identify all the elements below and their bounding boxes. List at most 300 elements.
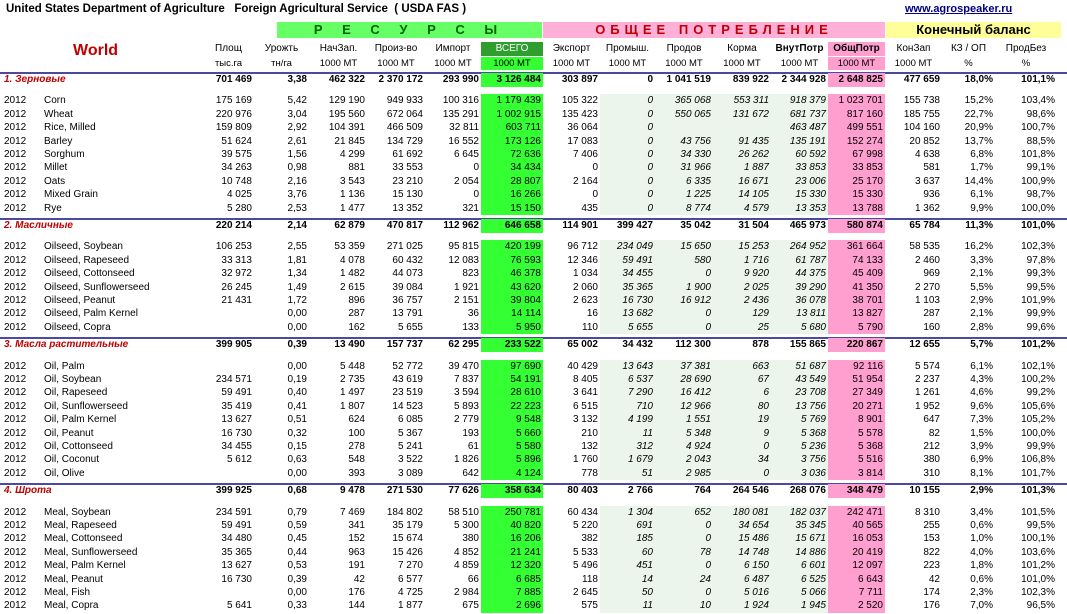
cell-total-consumption: 16 053	[828, 532, 885, 546]
cell-total: 5 950	[481, 321, 543, 335]
cell-total-consumption: 27 349	[828, 386, 885, 400]
cell-import: 5 300	[453, 520, 479, 531]
cell-end-stocks: 8 310	[914, 506, 940, 518]
row-year: 2012	[4, 400, 27, 412]
resources-band: Р Е С У Р С Ы	[277, 22, 542, 38]
cell-industrial: 11	[600, 427, 655, 441]
cell-production: 44 073	[392, 268, 423, 280]
cell-food: 764	[694, 485, 711, 497]
cell-production: 39 084	[392, 281, 423, 293]
cell-begin-stocks: 462 322	[328, 74, 365, 85]
cell-total: 9 548	[481, 413, 543, 427]
cell-begin-stocks: 881	[348, 162, 365, 174]
row-commodity: Meal, Copra	[44, 600, 99, 612]
cell-export: 3 132	[572, 414, 598, 426]
cell-self-sufficiency: 98,6%	[1026, 108, 1055, 120]
cell-total-consumption: 20 271	[828, 400, 885, 414]
cell-production: 134 729	[386, 135, 423, 147]
cell-yield: 0,32	[287, 427, 307, 439]
cell-export: 210	[581, 427, 598, 439]
cell-self-sufficiency: 102,3%	[1021, 241, 1055, 253]
cell-food: 0	[655, 321, 713, 335]
cell-area: 21 431	[221, 295, 252, 306]
cell-import: 32 811	[449, 122, 479, 134]
cell-import: 0	[473, 162, 479, 174]
cell-feed: 9 920	[713, 267, 771, 281]
cell-feed: 1 924	[713, 599, 771, 613]
cell-import: 193	[462, 427, 479, 439]
cell-export: 7 406	[572, 149, 598, 160]
cell-feed: 264 546	[732, 485, 769, 497]
cell-end-stocks: 581	[923, 162, 940, 174]
cell-domestic: 681 737	[771, 108, 828, 122]
cell-self-sufficiency: 105,6%	[1021, 400, 1055, 412]
cell-import: 61	[467, 441, 479, 452]
cell-food: 8 774	[655, 202, 713, 216]
cell-industrial: 691	[600, 519, 655, 533]
cell-begin-stocks: 53 359	[334, 241, 365, 253]
cell-domestic: 918 379	[771, 94, 828, 108]
table-row	[0, 532, 1067, 546]
cell-stocks-ratio: 2,3%	[970, 587, 993, 598]
cell-total: 12 320	[481, 559, 543, 573]
cell-stocks-ratio: 1,7%	[970, 162, 993, 174]
cell-industrial: 0	[600, 161, 655, 175]
row-year: 2012	[4, 546, 27, 558]
cell-production: 61 692	[392, 149, 423, 160]
cell-yield: 0,98	[287, 162, 307, 174]
cell-feed: 91 435	[713, 135, 771, 149]
table-row	[0, 267, 1067, 281]
table-row	[0, 148, 1067, 162]
table-row	[0, 188, 1067, 202]
col-header-export: Экспорт	[552, 43, 591, 54]
cell-feed: 1 887	[713, 161, 771, 175]
cell-stocks-ratio: 2,8%	[970, 321, 993, 333]
cell-export: 12 346	[567, 254, 598, 266]
cell-production: 271 530	[386, 485, 423, 497]
site-link[interactable]: www.agrospeaker.ru	[905, 3, 1013, 15]
cell-feed: 6 487	[713, 573, 771, 587]
col-header-area: Площ	[215, 43, 242, 54]
cell-domestic: 264 952	[771, 240, 828, 254]
cell-production: 466 509	[386, 122, 423, 134]
row-year: 2012	[4, 175, 27, 187]
cell-area: 33 313	[221, 254, 252, 266]
cell-yield: 2,92	[287, 122, 307, 134]
cell-total-consumption: 1 023 701	[828, 94, 885, 108]
cell-yield: 5,42	[287, 95, 307, 107]
cell-begin-stocks: 5 448	[339, 360, 365, 372]
cell-domestic: 36 078	[771, 294, 828, 308]
cell-export: 118	[582, 573, 598, 585]
col-header-import: Импорт	[435, 43, 471, 54]
cell-industrial: 0	[647, 74, 653, 85]
cell-yield: 0,45	[287, 533, 307, 545]
cell-yield: 1,49	[287, 281, 307, 293]
cell-export: 40 429	[567, 360, 598, 372]
cell-total-consumption: 5 790	[828, 321, 885, 335]
cell-total: 72 636	[481, 148, 543, 162]
cell-food: 12 966	[655, 400, 713, 414]
cell-total-consumption: 74 133	[828, 254, 885, 268]
cell-industrial: 59 491	[600, 254, 655, 268]
cell-area: 399 905	[215, 339, 252, 351]
cell-self-sufficiency: 100,2%	[1021, 374, 1055, 385]
cell-area: 35 365	[221, 546, 252, 558]
cell-import: 135 291	[442, 108, 479, 120]
cell-export: 382	[581, 533, 598, 545]
cell-import: 5 893	[453, 400, 479, 412]
cell-domestic: 61 787	[771, 254, 828, 268]
col-header-stocks-ratio: КЗ / ОП	[950, 43, 987, 54]
cell-import: 6 645	[453, 149, 479, 160]
cell-self-sufficiency: 99,9%	[1026, 441, 1055, 452]
cell-area: 234 591	[215, 506, 252, 518]
cell-export: 135 423	[561, 108, 598, 120]
cell-production: 5 655	[397, 321, 423, 333]
cell-total: 15 150	[481, 202, 543, 216]
row-commodity: Oilseed, Sunflowerseed	[44, 281, 150, 293]
table-row	[0, 413, 1067, 427]
cell-yield: 0,15	[287, 441, 307, 452]
col-unit-stocks-ratio: %	[964, 58, 973, 69]
cell-self-sufficiency: 99,5%	[1026, 520, 1055, 531]
cell-stocks-ratio: 0,6%	[970, 573, 993, 585]
cell-total: 54 191	[481, 373, 543, 387]
cell-stocks-ratio: 13,7%	[964, 135, 993, 147]
col-header-domestic: ВнутПотр	[775, 43, 824, 54]
table-row	[0, 240, 1067, 254]
cell-food: 15 650	[655, 240, 713, 254]
cell-domestic: 5 236	[771, 440, 828, 454]
cell-end-stocks: 65 784	[909, 220, 940, 231]
cell-end-stocks: 1 103	[914, 295, 940, 306]
cell-yield: 0,39	[287, 573, 307, 585]
cell-begin-stocks: 7 469	[339, 506, 365, 518]
cell-yield: 0,53	[287, 560, 307, 572]
cell-area: 16 730	[221, 427, 252, 439]
cell-begin-stocks: 624	[348, 414, 365, 426]
cell-yield: 0,59	[287, 520, 307, 531]
cell-feed: 129	[713, 307, 771, 321]
cell-feed: 25	[713, 321, 771, 335]
cell-import: 39 470	[448, 360, 479, 372]
cell-feed: 34 654	[713, 519, 771, 533]
cell-production: 5 241	[397, 441, 423, 452]
cell-food: 580	[655, 254, 713, 268]
cell-import: 12 083	[448, 254, 479, 266]
table-row	[0, 175, 1067, 189]
cell-end-stocks: 58 535	[909, 241, 940, 253]
row-commodity: Rye	[44, 202, 62, 214]
cell-yield: 2,55	[287, 241, 307, 253]
table-row	[0, 202, 1067, 216]
cell-total: 6 685	[481, 573, 543, 587]
cell-import: 2 984	[453, 587, 479, 598]
cell-domestic: 13 811	[771, 307, 828, 321]
cell-total: 43 620	[481, 281, 543, 295]
row-year: 2012	[4, 162, 27, 174]
cell-area: 51 624	[221, 135, 252, 147]
cell-total-consumption: 15 330	[828, 188, 885, 202]
cell-food: 2 985	[655, 467, 713, 481]
cell-production: 13 352	[392, 202, 423, 214]
cell-export: 575	[581, 600, 598, 612]
cell-yield: 2,53	[287, 202, 307, 214]
cell-total: 5 660	[481, 427, 543, 441]
cell-domestic: 155 865	[789, 339, 826, 351]
cell-area: 5 641	[226, 600, 252, 612]
col-unit-area: тыс.га	[214, 58, 243, 69]
cell-area: 13 627	[221, 414, 252, 426]
cell-stocks-ratio: 6,8%	[970, 149, 993, 160]
cell-stocks-ratio: 15,2%	[964, 95, 993, 107]
cell-begin-stocks: 4 078	[339, 254, 365, 266]
cell-feed: 14 105	[713, 188, 771, 202]
cell-food: 2 043	[655, 453, 713, 467]
cell-begin-stocks: 1 136	[339, 189, 365, 201]
cell-feed: 839 922	[732, 74, 769, 85]
cell-end-stocks: 2 270	[914, 281, 940, 293]
cell-begin-stocks: 341	[348, 520, 365, 531]
table-row	[0, 440, 1067, 454]
cell-export: 5 496	[572, 560, 598, 572]
cell-domestic: 6 525	[771, 573, 828, 587]
cell-total-consumption: 92 116	[828, 360, 885, 374]
cell-end-stocks: 969	[923, 268, 940, 280]
cell-total: 16 206	[481, 532, 543, 546]
cell-industrial: 14	[600, 573, 655, 587]
cell-feed: 34	[713, 453, 771, 467]
cell-feed: 14 748	[713, 546, 771, 560]
cell-export: 8 405	[572, 374, 598, 385]
section-name: 3. Масла растительные	[4, 339, 129, 351]
col-header-total-consumption: ОбщПотр	[828, 42, 885, 56]
cell-stocks-ratio: 22,7%	[964, 108, 993, 120]
table-row	[0, 546, 1067, 560]
cell-domestic: 44 375	[771, 267, 828, 281]
row-commodity: Oilseed, Rapeseed	[44, 254, 130, 266]
cell-area	[203, 586, 254, 600]
cell-export: 110	[582, 321, 598, 333]
cell-production: 13 791	[392, 308, 423, 320]
row-commodity: Meal, Rapeseed	[44, 520, 117, 531]
cell-industrial: 1 304	[600, 506, 655, 520]
cell-stocks-ratio: 2,9%	[970, 295, 993, 306]
cell-yield: 2,16	[287, 175, 307, 187]
cell-total: 76 593	[481, 254, 543, 268]
cell-area: 16 730	[221, 573, 252, 585]
cell-self-sufficiency: 99,5%	[1026, 281, 1055, 293]
cell-area: 32 972	[221, 268, 252, 280]
cell-yield: 1,81	[287, 254, 307, 266]
cell-food: 0	[655, 307, 713, 321]
cell-food: 10	[655, 599, 713, 613]
cell-total-consumption: 2 520	[828, 599, 885, 613]
cell-end-stocks: 212	[923, 441, 940, 452]
table-row	[0, 281, 1067, 295]
cell-stocks-ratio: 1,0%	[970, 533, 993, 545]
cell-import: 675	[462, 600, 479, 612]
row-commodity: Meal, Cottonseed	[44, 533, 123, 545]
cell-area	[203, 467, 254, 481]
row-commodity: Meal, Sunflowerseed	[44, 546, 138, 558]
cell-export: 0	[592, 162, 598, 174]
row-year: 2012	[4, 454, 27, 466]
cell-domestic: 33 853	[771, 161, 828, 175]
cell-feed: 15 253	[713, 240, 771, 254]
cell-self-sufficiency: 102,3%	[1021, 587, 1055, 598]
cell-end-stocks: 104 160	[903, 122, 940, 134]
cell-feed: 16 671	[713, 175, 771, 189]
cell-area: 10 748	[221, 175, 252, 187]
cell-industrial: 34 455	[600, 267, 655, 281]
cell-feed: 663	[713, 360, 771, 374]
row-commodity: Rice, Milled	[44, 122, 96, 134]
cell-total: 22 223	[481, 400, 543, 414]
cell-food: 34 330	[655, 148, 713, 162]
cell-end-stocks: 42	[928, 573, 940, 585]
row-year: 2012	[4, 149, 27, 160]
cell-area: 39 575	[221, 149, 252, 160]
row-year: 2012	[4, 467, 27, 479]
cell-self-sufficiency: 97,8%	[1026, 254, 1055, 266]
cell-stocks-ratio: 18,0%	[964, 74, 993, 85]
table-row	[0, 108, 1067, 122]
cell-food: 0	[655, 586, 713, 600]
cell-stocks-ratio: 3,9%	[970, 441, 993, 452]
cell-yield: 3,76	[287, 189, 307, 201]
row-commodity: Oilseed, Copra	[44, 321, 111, 333]
cell-total-consumption: 12 097	[828, 559, 885, 573]
cell-area: 34 455	[221, 441, 252, 452]
cell-stocks-ratio: 6,1%	[970, 360, 993, 372]
cell-food: 35 042	[680, 220, 711, 231]
cell-end-stocks: 155 738	[903, 95, 940, 107]
cell-end-stocks: 2 460	[914, 254, 940, 266]
cell-end-stocks: 1 261	[914, 387, 940, 399]
table-row	[0, 321, 1067, 335]
cell-total: 358 634	[481, 484, 543, 498]
row-year: 2012	[4, 281, 27, 293]
cell-yield: 0,40	[287, 387, 307, 399]
row-commodity: Mixed Grain	[44, 189, 98, 201]
cell-stocks-ratio: 9,9%	[970, 202, 993, 214]
cell-feed: 6 150	[713, 559, 771, 573]
row-year: 2012	[4, 202, 27, 214]
cell-total: 603 711	[481, 121, 543, 135]
cell-self-sufficiency: 100,0%	[1021, 202, 1055, 214]
section-total-row	[0, 219, 1067, 233]
cell-import: 2 054	[453, 175, 479, 187]
cell-yield: 0,44	[287, 546, 307, 558]
row-commodity: Oil, Olive	[44, 467, 85, 479]
cell-end-stocks: 174	[923, 587, 940, 598]
row-year: 2012	[4, 587, 27, 598]
row-year: 2012	[4, 573, 27, 585]
cell-industrial: 312	[600, 440, 655, 454]
row-commodity: Oil, Palm	[44, 360, 85, 372]
cell-production: 35 179	[392, 520, 423, 531]
cell-feed: 9	[713, 427, 771, 441]
cell-stocks-ratio: 6,9%	[970, 454, 993, 466]
cell-self-sufficiency: 100,0%	[1021, 427, 1055, 439]
cell-area: 159 809	[215, 122, 252, 134]
cell-export: 6 515	[572, 400, 598, 412]
cell-end-stocks: 822	[923, 546, 940, 558]
col-header-end-stocks: КонЗап	[896, 43, 931, 54]
cell-import: 321	[462, 202, 479, 214]
cell-export: 114 901	[562, 220, 598, 231]
cell-begin-stocks: 3 543	[339, 175, 365, 187]
row-year: 2012	[4, 321, 27, 333]
cell-end-stocks: 185 755	[903, 108, 940, 120]
cell-begin-stocks: 100	[348, 427, 365, 439]
cell-total: 7 885	[481, 586, 543, 600]
cell-end-stocks: 223	[923, 560, 940, 572]
cell-industrial: 0	[600, 202, 655, 216]
cell-food: 16 912	[655, 294, 713, 308]
cell-industrial: 0	[600, 94, 655, 108]
section-name: 1. Зерновые	[4, 74, 66, 85]
cell-total: 28 807	[481, 175, 543, 189]
cell-food: 28 690	[655, 373, 713, 387]
cell-area: 220 214	[215, 220, 252, 231]
cell-area: 234 571	[215, 374, 252, 385]
cell-total-consumption: 5 516	[828, 453, 885, 467]
cell-domestic: 6 601	[771, 559, 828, 573]
cell-stocks-ratio: 2,1%	[970, 308, 993, 320]
cell-food: 4 924	[655, 440, 713, 454]
cell-stocks-ratio: 4,6%	[970, 387, 993, 399]
cell-end-stocks: 12 655	[909, 339, 940, 351]
cell-total: 34 434	[481, 161, 543, 175]
col-unit-industrial: 1000 МТ	[608, 58, 647, 69]
cell-domestic: 15 330	[771, 188, 828, 202]
cell-industrial: 451	[600, 559, 655, 573]
cell-industrial: 51	[600, 467, 655, 481]
cell-total: 28 610	[481, 386, 543, 400]
cell-export: 435	[581, 202, 598, 214]
cell-area	[203, 321, 254, 335]
cell-import: 0	[473, 189, 479, 201]
cell-export: 17 083	[567, 135, 598, 147]
table-row	[0, 386, 1067, 400]
cell-domestic: 14 886	[771, 546, 828, 560]
cell-domestic: 43 549	[771, 373, 828, 387]
table-row	[0, 307, 1067, 321]
row-commodity: Oil, Rapeseed	[44, 387, 108, 399]
cell-end-stocks: 477 659	[903, 74, 940, 85]
row-year: 2012	[4, 387, 27, 399]
row-year: 2012	[4, 533, 27, 545]
cell-total: 16 266	[481, 188, 543, 202]
cell-yield: 0,00	[287, 321, 307, 333]
cell-stocks-ratio: 11,3%	[965, 220, 993, 231]
row-commodity: Meal, Peanut	[44, 573, 103, 585]
cell-total: 5 896	[481, 453, 543, 467]
cell-end-stocks: 3 637	[914, 175, 940, 187]
cell-production: 672 064	[386, 108, 423, 120]
row-commodity: Oilseed, Peanut	[44, 295, 116, 306]
row-year: 2012	[4, 189, 27, 201]
table-row	[0, 573, 1067, 587]
table-row	[0, 519, 1067, 533]
cell-stocks-ratio: 0,6%	[970, 520, 993, 531]
cell-total-consumption: 41 350	[828, 281, 885, 295]
cell-stocks-ratio: 1,5%	[970, 427, 993, 439]
